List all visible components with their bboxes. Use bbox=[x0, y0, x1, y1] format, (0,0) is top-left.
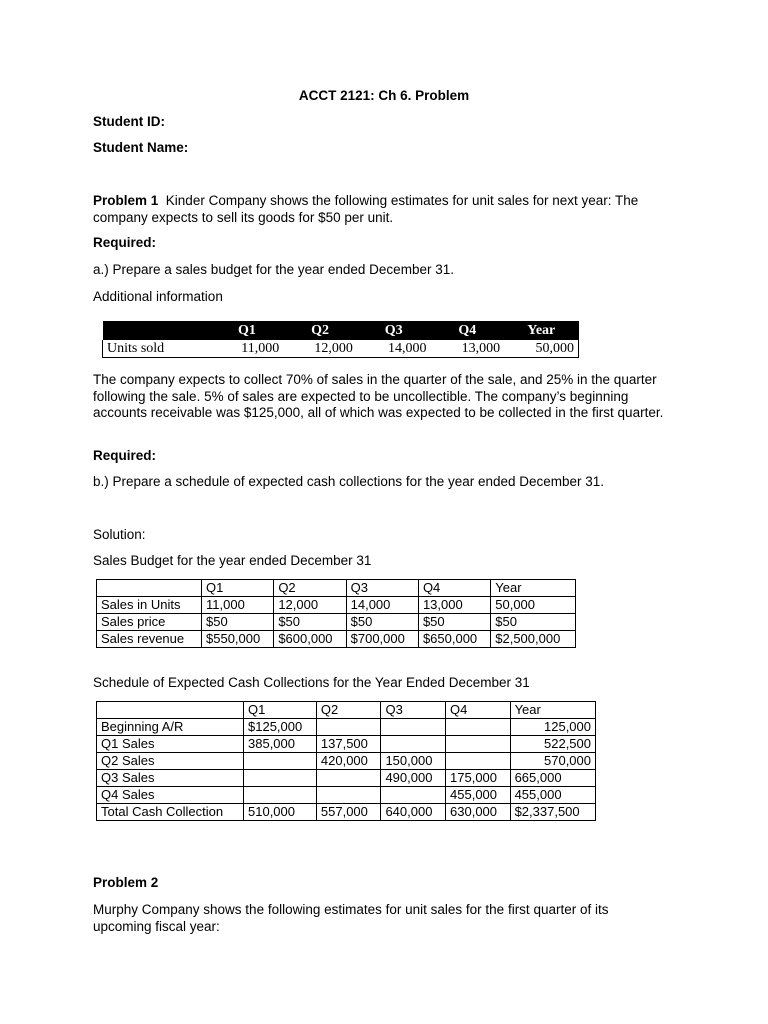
student-name-label: Student Name: bbox=[93, 140, 189, 155]
table-row bbox=[97, 787, 596, 804]
table-cell: $125,000 bbox=[244, 719, 317, 736]
student-id-label: Student ID: bbox=[93, 114, 165, 129]
table-row bbox=[97, 580, 576, 597]
table-cell: 12,000 bbox=[274, 597, 346, 614]
table-cell: Q3 Sales bbox=[97, 770, 244, 787]
units-header-year: Year bbox=[504, 321, 578, 340]
table-cell: $50 bbox=[202, 614, 274, 631]
table-cell bbox=[244, 787, 317, 804]
table-cell: $50 bbox=[418, 614, 490, 631]
table-cell bbox=[316, 719, 381, 736]
solution-label: Solution: bbox=[93, 527, 146, 542]
table-cell: 455,000 bbox=[446, 787, 511, 804]
table-cell: $550,000 bbox=[202, 631, 274, 648]
table-row bbox=[97, 736, 596, 753]
table-row bbox=[97, 804, 596, 821]
table-cell: 570,000 bbox=[510, 753, 595, 770]
units-row-label: Units sold bbox=[103, 340, 211, 358]
problem2-heading: Problem 2 bbox=[93, 875, 159, 890]
table-cell: $50 bbox=[346, 614, 418, 631]
table-cell: 557,000 bbox=[316, 804, 381, 821]
table-cell: Q1 bbox=[202, 580, 274, 597]
table-row bbox=[97, 753, 596, 770]
table-cell: Q1 Sales bbox=[97, 736, 244, 753]
table-row bbox=[97, 770, 596, 787]
table-cell: Q3 bbox=[381, 702, 446, 719]
part-a-text: a.) Prepare a sales budget for the year ended December 31. bbox=[93, 262, 454, 277]
table-cell: $700,000 bbox=[346, 631, 418, 648]
units-sold-table bbox=[102, 321, 579, 358]
table-cell: $600,000 bbox=[274, 631, 346, 648]
units-header-q2: Q2 bbox=[283, 321, 357, 340]
problem1-heading: Problem 1 bbox=[93, 193, 159, 208]
units-q2: 12,000 bbox=[283, 340, 357, 358]
page-title: ACCT 2121: Ch 6. Problem bbox=[298, 88, 470, 103]
table-cell: 510,000 bbox=[244, 804, 317, 821]
units-year: 50,000 bbox=[504, 340, 578, 358]
units-header-q1: Q1 bbox=[211, 321, 284, 340]
table-cell: $2,500,000 bbox=[491, 631, 576, 648]
table-cell: Year bbox=[491, 580, 576, 597]
table-cell: Q2 bbox=[316, 702, 381, 719]
additional-info-label: Additional information bbox=[93, 289, 223, 304]
problem2-intro: Murphy Company shows the following estimates for unit sales for the first quarter of its upcoming fiscal year: bbox=[93, 902, 609, 934]
part-b-text: b.) Prepare a schedule of expected cash collections for the year ended December 31. bbox=[93, 474, 605, 489]
table-cell: Q3 bbox=[346, 580, 418, 597]
table-cell: Year bbox=[510, 702, 595, 719]
table-cell: 630,000 bbox=[446, 804, 511, 821]
table-cell bbox=[381, 736, 446, 753]
table-cell: 14,000 bbox=[346, 597, 418, 614]
table-cell: Q2 Sales bbox=[97, 753, 244, 770]
table-cell bbox=[244, 753, 317, 770]
cash-collections-table bbox=[96, 701, 596, 821]
table-cell: Q1 bbox=[244, 702, 317, 719]
table-cell: $50 bbox=[491, 614, 576, 631]
table-cell: 11,000 bbox=[202, 597, 274, 614]
table-cell: Q4 bbox=[446, 702, 511, 719]
units-q4: 13,000 bbox=[430, 340, 504, 358]
sales-budget-table bbox=[96, 579, 576, 648]
table-cell bbox=[381, 787, 446, 804]
sales-budget-title: Sales Budget for the year ended December 31 bbox=[93, 553, 372, 568]
table-row bbox=[97, 597, 576, 614]
units-q1: 11,000 bbox=[211, 340, 284, 358]
table-cell: 137,500 bbox=[316, 736, 381, 753]
table-cell: $50 bbox=[274, 614, 346, 631]
table-cell: Q4 Sales bbox=[97, 787, 244, 804]
table-cell: 50,000 bbox=[491, 597, 576, 614]
units-header-q3: Q3 bbox=[357, 321, 431, 340]
required-label-2: Required: bbox=[93, 448, 157, 463]
table-cell: 522,500 bbox=[510, 736, 595, 753]
problem1-text: Kinder Company shows the following estimates for unit sales for next year: The company expects to sell its goods for $50 per unit. bbox=[93, 193, 639, 225]
units-q3: 14,000 bbox=[357, 340, 431, 358]
table-row bbox=[97, 719, 596, 736]
table-cell bbox=[446, 753, 511, 770]
required-label-1: Required: bbox=[93, 235, 157, 250]
table-cell: 125,000 bbox=[510, 719, 595, 736]
table-cell: Sales price bbox=[97, 614, 202, 631]
table-cell: 455,000 bbox=[510, 787, 595, 804]
table-cell: 490,000 bbox=[381, 770, 446, 787]
table-cell bbox=[381, 719, 446, 736]
cash-schedule-title: Schedule of Expected Cash Collections for the Year Ended December 31 bbox=[93, 675, 530, 690]
table-cell: Total Cash Collection bbox=[97, 804, 244, 821]
table-cell: 150,000 bbox=[381, 753, 446, 770]
table-cell bbox=[244, 770, 317, 787]
table-cell: 385,000 bbox=[244, 736, 317, 753]
table-cell bbox=[97, 580, 202, 597]
table-cell bbox=[316, 787, 381, 804]
table-row bbox=[97, 614, 576, 631]
table-cell: Sales in Units bbox=[97, 597, 202, 614]
table-cell: Q2 bbox=[274, 580, 346, 597]
table-cell bbox=[446, 736, 511, 753]
units-header-empty bbox=[103, 321, 211, 340]
table-cell: $2,337,500 bbox=[510, 804, 595, 821]
table-row bbox=[97, 702, 596, 719]
table-row bbox=[97, 631, 576, 648]
table-cell bbox=[97, 702, 244, 719]
table-cell bbox=[446, 719, 511, 736]
problem1-intro bbox=[93, 193, 683, 226]
table-cell: 640,000 bbox=[381, 804, 446, 821]
units-header-q4: Q4 bbox=[430, 321, 504, 340]
table-cell: 420,000 bbox=[316, 753, 381, 770]
table-cell: 13,000 bbox=[418, 597, 490, 614]
collection-text: The company expects to collect 70% of sales in the quarter of the sale, and 25% in the quarter following the sale. 5% of sales are expected to be uncollectible. The company’s beginning accounts receivable was $125,000, all of which was expected to be collected in the first quarter. bbox=[93, 372, 664, 420]
table-cell: Beginning A/R bbox=[97, 719, 244, 736]
table-cell: Sales revenue bbox=[97, 631, 202, 648]
table-cell: Q4 bbox=[418, 580, 490, 597]
table-cell: 665,000 bbox=[510, 770, 595, 787]
table-cell: $650,000 bbox=[418, 631, 490, 648]
table-cell: 175,000 bbox=[446, 770, 511, 787]
table-cell bbox=[316, 770, 381, 787]
